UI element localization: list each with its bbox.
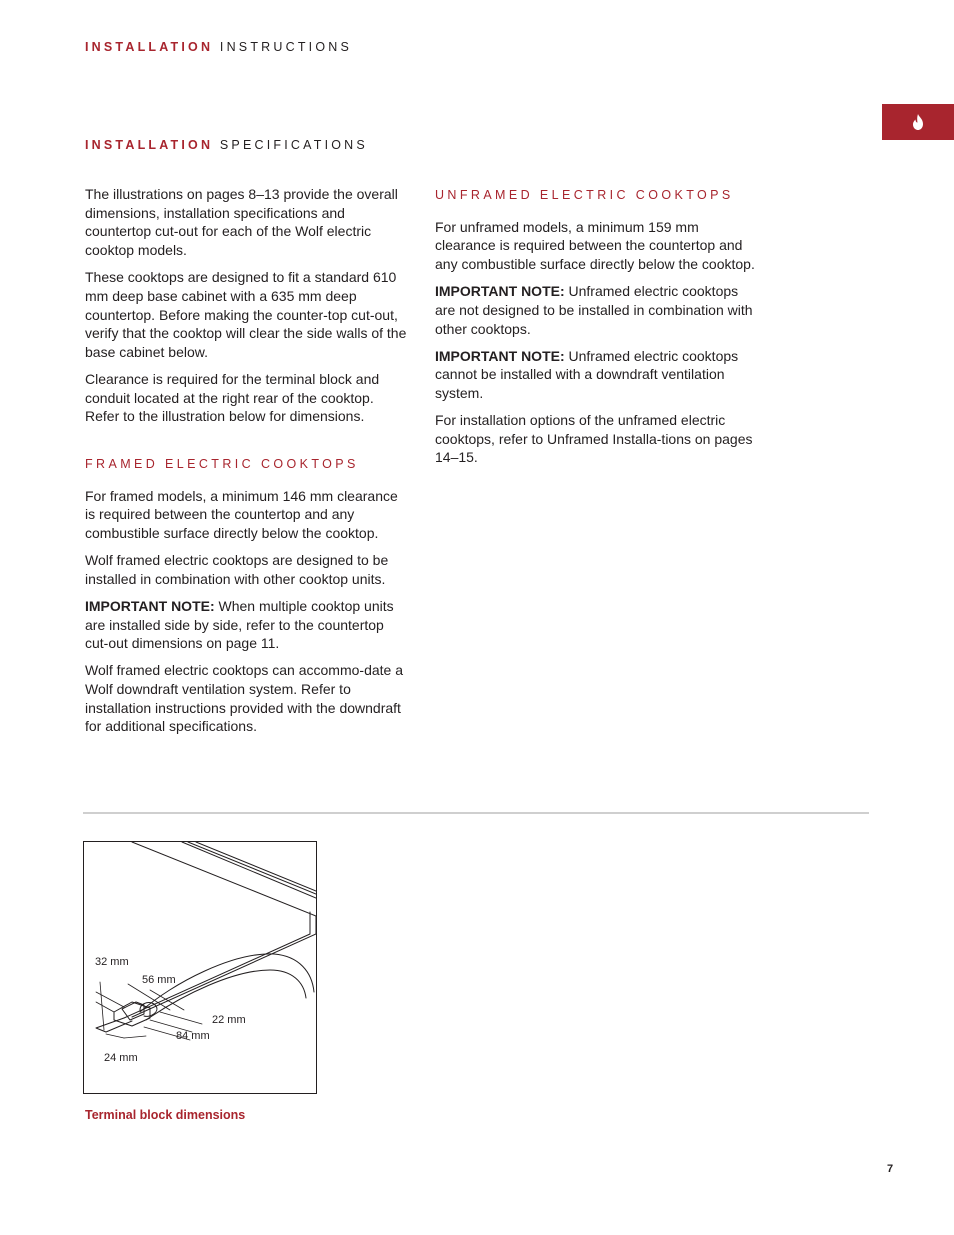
framed-heading: FRAMED ELECTRIC COOKTOPS [85,457,359,472]
dimension-label-84mm: 84 mm [176,1030,210,1042]
framed-paragraph-2: Wolf framed electric cooktops are designed to be installed in combination with other cooktop units. [85,552,389,587]
terminal-block-illustration [84,842,316,1093]
important-note-label: IMPORTANT NOTE: [85,597,215,614]
section-title-bold: INSTALLATION [85,138,214,152]
flame-icon [911,114,925,130]
dimension-line [160,1012,202,1024]
dimension-label-24mm: 24 mm [104,1052,138,1064]
framed-paragraph-4: Wolf framed electric cooktops can accommo-date a Wolf downdraft ventilation system. Refer to installation instructions provided with the downdraft for additional specifications. [85,662,403,735]
dimension-line [106,1034,124,1038]
section-title-thin: SPECIFICATIONS [219,138,368,152]
intro-paragraph-1: The illustrations on pages 8–13 provide the overall dimensions, installation specifications and countertop cut-out for each of the Wolf electric cooktop models. [85,186,398,259]
section-title [85,138,368,152]
important-note-label: IMPORTANT NOTE: [435,283,565,300]
framed-paragraph-1: For framed models, a minimum 146 mm clearance is required between the countertop and any combustible surface directly below the cooktop. [85,487,398,542]
section-tab [882,104,954,140]
unframed-paragraph-4: For installation options of the unframed electric cooktops, refer to Unframed Installa-tions on pages 14–15. [435,411,753,466]
terminal-block-figure [83,841,317,1094]
horizontal-rule [83,812,869,814]
intro-paragraph-3: Clearance is required for the terminal block and conduit located at the right rear of the cooktop. Refer to the illustration below for dimensions. [85,370,380,425]
unframed-important-note-1 [435,282,755,338]
dimension-line [96,1002,114,1012]
dimension-label-56mm: 56 mm [142,974,176,986]
unframed-paragraph-1: For unframed models, a minimum 159 mm clearance is required between the countertop and any combustible surface directly below the cooktop. [435,218,755,273]
important-note-text: When multiple cooktop units are installed side by side, refer to the countertop cut-out dimensions on page 11. [85,597,394,652]
cooktop-edge-line [196,842,316,891]
unframed-important-note-2 [435,347,755,403]
unframed-heading: UNFRAMED ELECTRIC COOKTOPS [435,188,734,202]
dimension-label-32mm: 32 mm [95,956,129,968]
dimension-line [128,984,170,1010]
dimension-label-22mm: 22 mm [212,1014,246,1026]
left-column [85,185,410,744]
important-note-text: Unframed electric cooktops are not designed to be installed in combination with other cooktops. [435,283,753,337]
running-header-thin: INSTRUCTIONS [219,40,353,54]
figure-caption: Terminal block dimensions [85,1108,246,1122]
page-number: 7 [887,1163,894,1175]
framed-important-note [85,597,410,653]
cooktop-edge-line [188,842,316,894]
right-column [435,185,755,475]
dimension-line [124,1036,146,1038]
important-note-label: IMPORTANT NOTE: [435,347,565,364]
important-note-text: Unframed electric cooktops cannot be installed with a downdraft ventilation system. [435,347,739,401]
intro-paragraph-2: These cooktops are designed to fit a standard 610 mm deep base cabinet with a 635 mm deep countertop. Before making the counter-top cut-out, verify that the cooktop will clear the side walls of the base cabinet below. [85,269,407,360]
running-header [85,40,352,54]
running-header-bold: INSTALLATION [85,40,214,54]
